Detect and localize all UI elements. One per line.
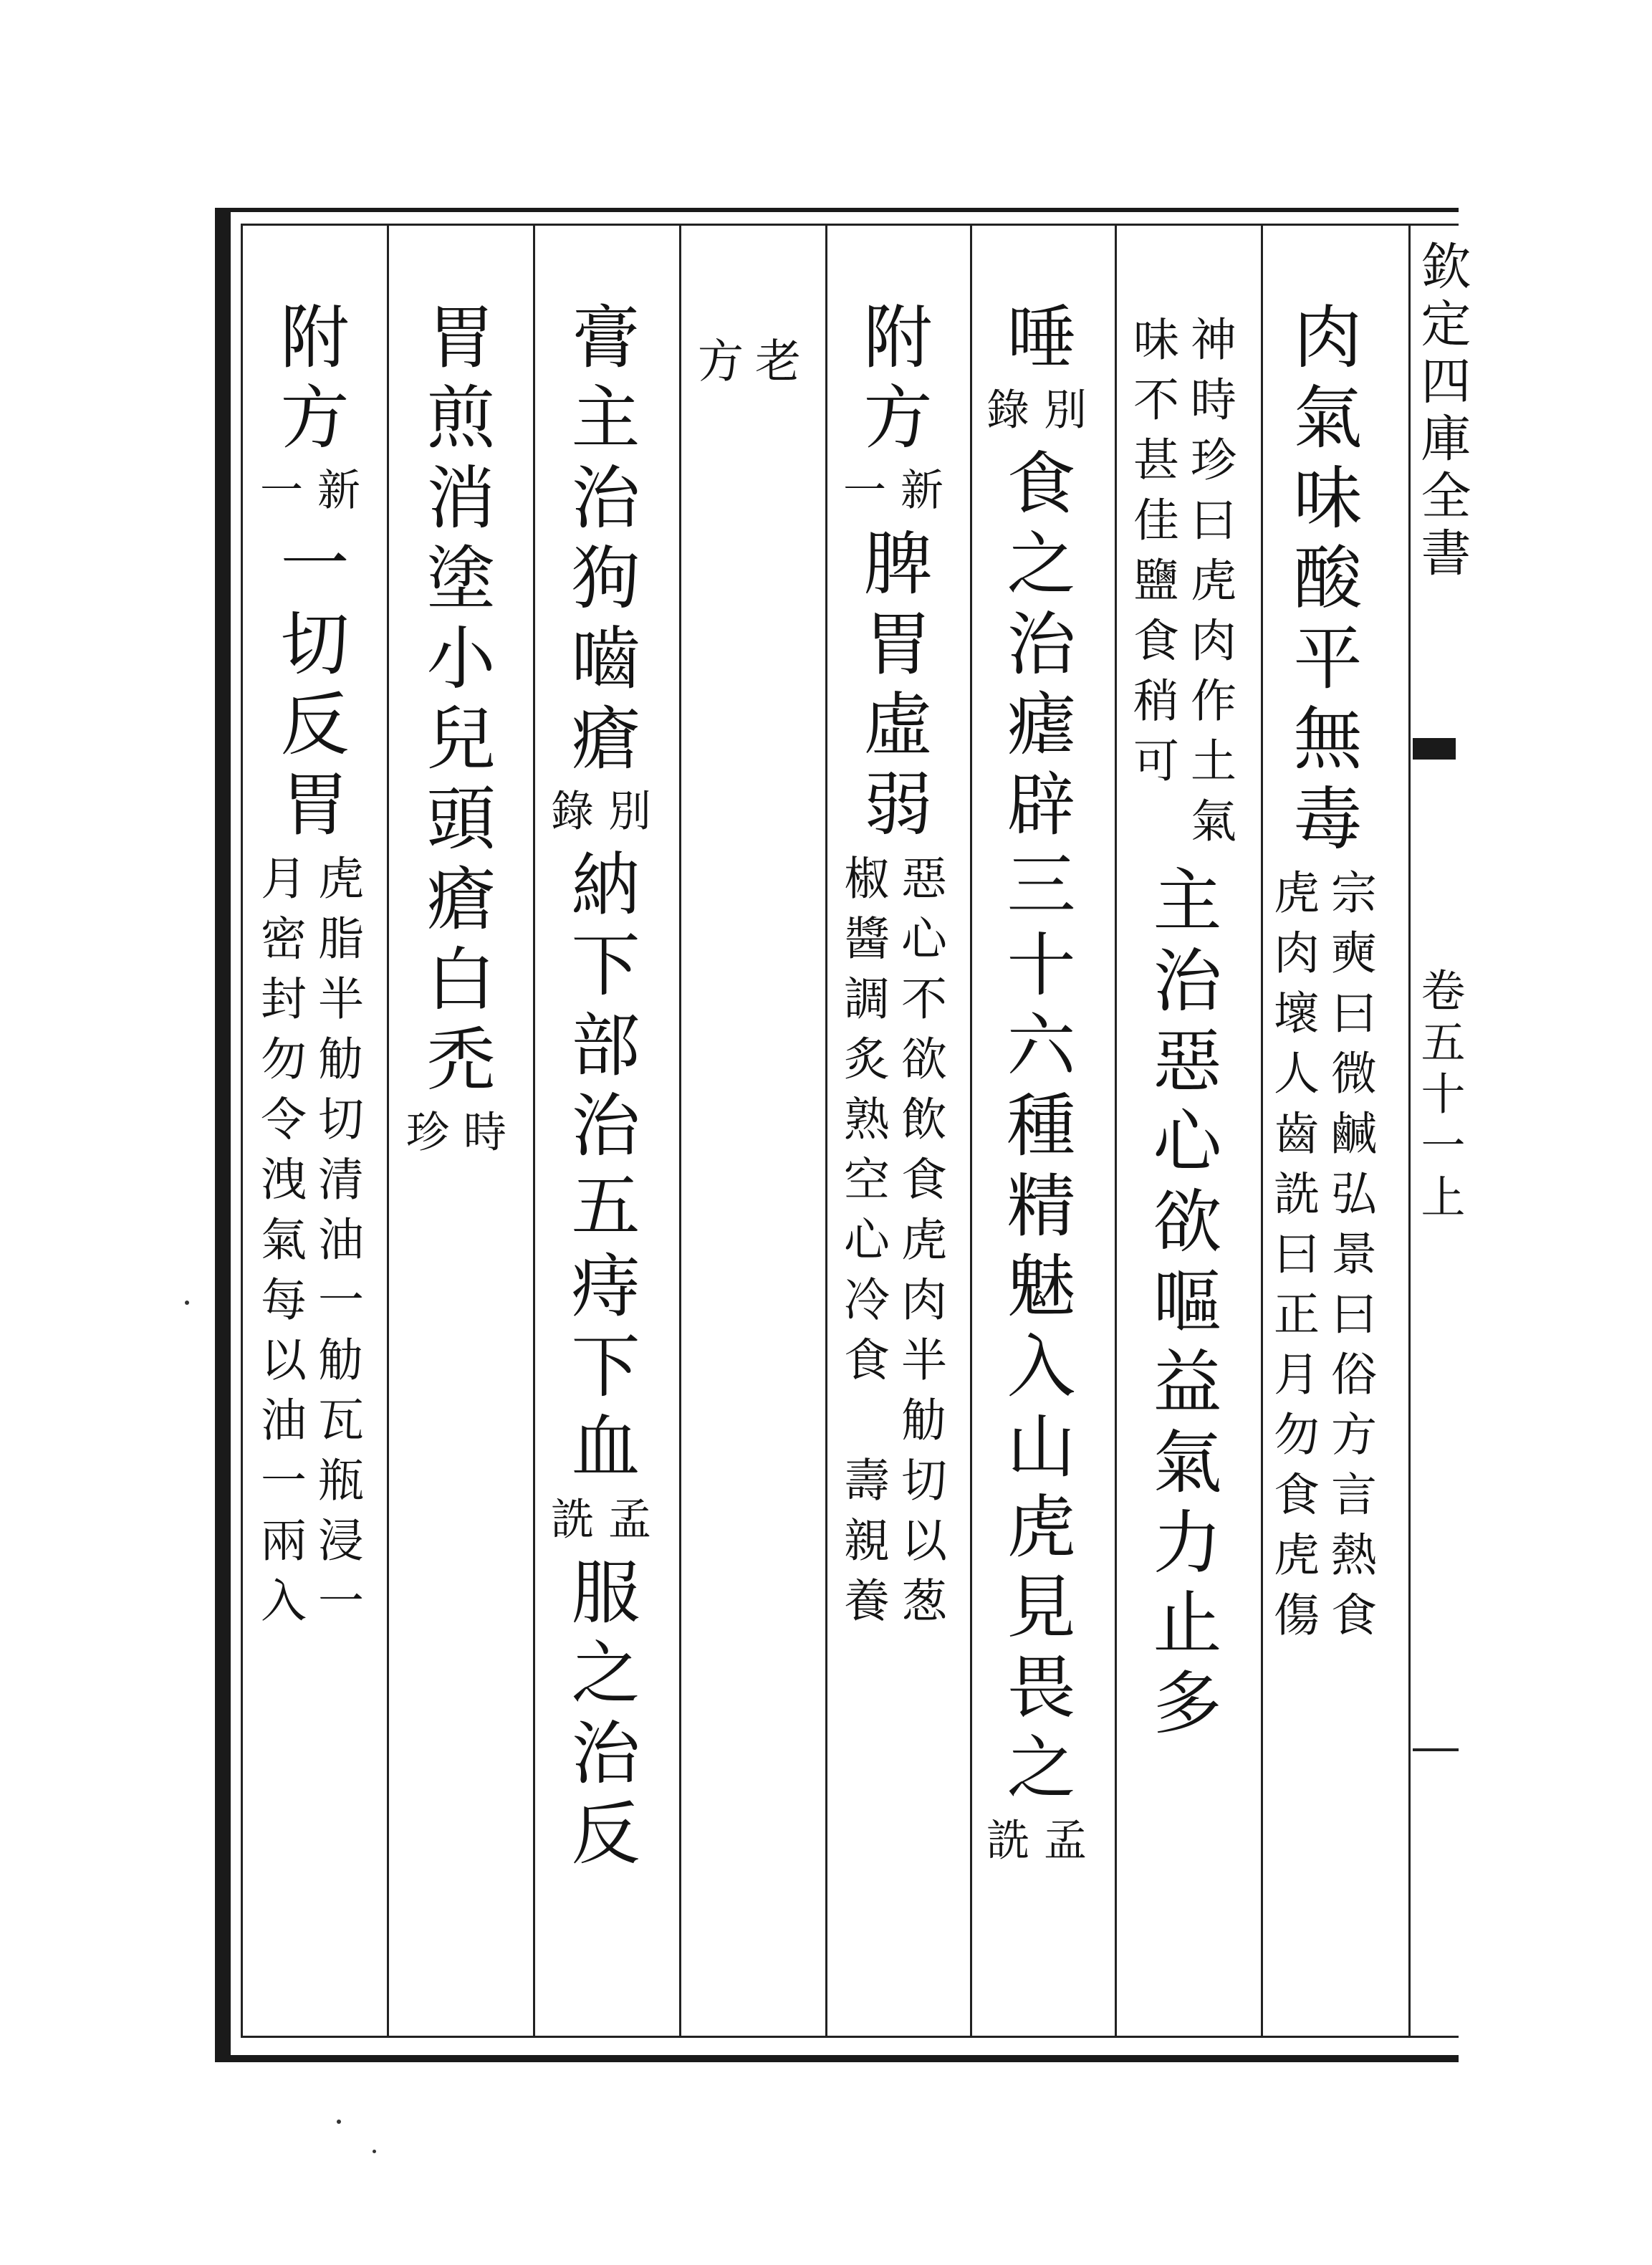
margin-rule bbox=[1408, 226, 1411, 2036]
scan-speck bbox=[373, 2150, 376, 2153]
annotation-left: 味不甚佳鹽食稍可 bbox=[1125, 315, 1178, 797]
margin-divider bbox=[1413, 1748, 1459, 1751]
source-tag-left: 珍 bbox=[399, 1109, 449, 1162]
source-tag-right: 新 bbox=[310, 467, 360, 520]
main-text-run: 服之治反 bbox=[560, 1556, 640, 1877]
main-text-run: 附方 bbox=[269, 301, 350, 461]
source-tag-right: 別 bbox=[1037, 387, 1087, 440]
main-text-run: 附方 bbox=[853, 301, 933, 461]
column-rule bbox=[970, 226, 972, 2036]
annotation-right: 宗奭曰微鹹弘景曰俗方言熱食 bbox=[1323, 868, 1376, 1651]
column-rule bbox=[1115, 226, 1117, 2036]
source-tag-right: 別 bbox=[601, 788, 651, 841]
book-title: 欽定四庫全書 bbox=[1413, 240, 1471, 584]
main-text-run: 脾胃虛弱 bbox=[853, 527, 933, 848]
annotation-right: 惡心不欲飲食虎肉半觔切以葱 bbox=[893, 854, 946, 1637]
scan-speck bbox=[337, 2120, 341, 2124]
source-tag-left: 詵 bbox=[544, 1496, 594, 1549]
annotation-right: 老 bbox=[747, 337, 800, 397]
annotation-left: 虎肉壞人齒詵曰正月勿食虎傷 bbox=[1266, 868, 1319, 1651]
volume-number: 卷五十一上 bbox=[1413, 967, 1466, 1225]
source-tag-right: 新 bbox=[893, 467, 943, 520]
main-text-run: 納下部治五痔下血 bbox=[560, 848, 640, 1490]
source-tag-left: 詵 bbox=[979, 1817, 1029, 1870]
main-text-run: 食之治瘧辟三十六種精魅入山虎見畏之 bbox=[996, 447, 1076, 1811]
source-tag-right: 孟 bbox=[1037, 1817, 1087, 1870]
column-rule bbox=[387, 226, 389, 2036]
main-text-run: 胃煎消塗小兒頭瘡白禿 bbox=[416, 301, 496, 1103]
column-rule bbox=[533, 226, 535, 2036]
scan-speck bbox=[185, 1301, 189, 1305]
column-rule bbox=[1261, 226, 1263, 2036]
column-rule bbox=[825, 226, 827, 2036]
source-tag-right: 孟 bbox=[601, 1496, 651, 1549]
main-text-run: 唾 bbox=[996, 301, 1076, 381]
main-text-run: 肉氣味酸平無毒 bbox=[1282, 301, 1363, 863]
source-tag-left: 錄 bbox=[544, 788, 594, 841]
fish-tail-mark bbox=[1413, 738, 1456, 760]
main-text-run: 主治惡心欲嘔益氣力止多 bbox=[1142, 864, 1222, 1747]
column-rule bbox=[679, 226, 681, 2036]
source-tag-left: 錄 bbox=[979, 387, 1029, 440]
source-tag-left: 一 bbox=[836, 467, 886, 520]
annotation-left: 方 bbox=[690, 337, 743, 397]
source-tag-right: 時 bbox=[456, 1109, 506, 1162]
annotation-right: 虎脂半觔切清油一觔瓦瓶浸一 bbox=[310, 854, 363, 1637]
source-tag-left: 一 bbox=[253, 467, 303, 520]
main-text-run: 膏主治狗嚙瘡 bbox=[560, 301, 640, 782]
annotation-left: 椒醬調炙熟空心冷食 壽親養 bbox=[836, 854, 889, 1637]
annotation-right: 神時珍曰虎肉作土氣 bbox=[1183, 315, 1236, 857]
annotation-left: 月密封勿令洩氣每以油一兩入 bbox=[253, 854, 306, 1637]
main-text-run: 一切反胃 bbox=[269, 527, 350, 848]
